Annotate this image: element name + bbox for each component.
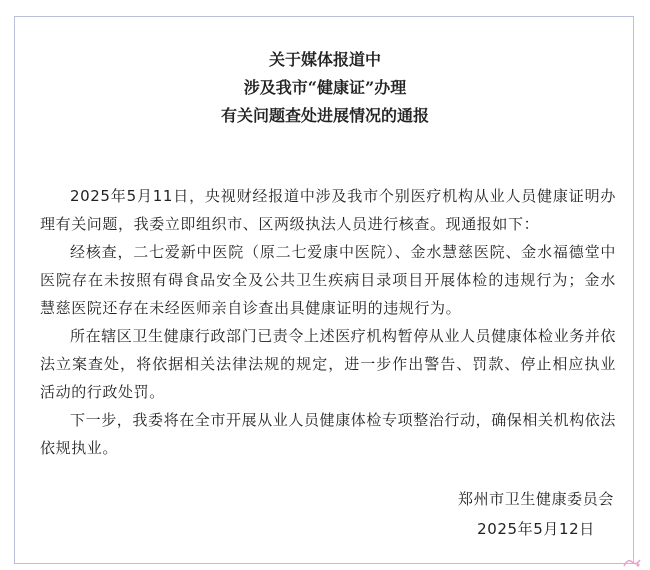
title-line-2: 涉及我市“健康证”办理 xyxy=(243,78,407,97)
issue-date: 2025年5月12日 xyxy=(477,520,595,538)
issuer-name: 郑州市卫生健康委员会 xyxy=(457,490,614,508)
paragraph-intro: 2025年5月11日，央视财经报道中涉及我市个别医疗机构从业人员健康证明办理有关问题，我委立即组织市、区两级执法人员进行核查。现通报如下： xyxy=(40,187,616,233)
title-line-3: 有关问题查处进展情况的通报 xyxy=(220,106,429,125)
paragraph-next-steps: 下一步，我委将在全市开展从业人员健康体检专项整治行动，确保相关机构依法依规执业。 xyxy=(40,411,617,457)
paragraph-penalties: 所在辖区卫生健康行政部门已责令上述医疗机构暂停从业人员健康体检业务并依法立案查处，将依据相关法律法规的规定，进一步作出警告、罚款、停止相应执业活动的行政处罚。 xyxy=(40,327,617,401)
title-line-1: 关于媒体报道中 xyxy=(268,50,381,69)
signature-block xyxy=(458,484,614,544)
notice-body xyxy=(40,182,616,462)
corner-mark-icon xyxy=(622,556,642,568)
paragraph-findings: 经核查，二七爱新中医院（原二七爱康中医院）、金水慧慈医院、金水福德堂中医院存在未按照有碍食品安全及公共卫生疾病目录项目开展体检的违规行为；金水慧慈医院还存在未经医师亲自诊查出具健康证明的违规行为。 xyxy=(40,243,616,317)
notice-title xyxy=(0,46,650,130)
